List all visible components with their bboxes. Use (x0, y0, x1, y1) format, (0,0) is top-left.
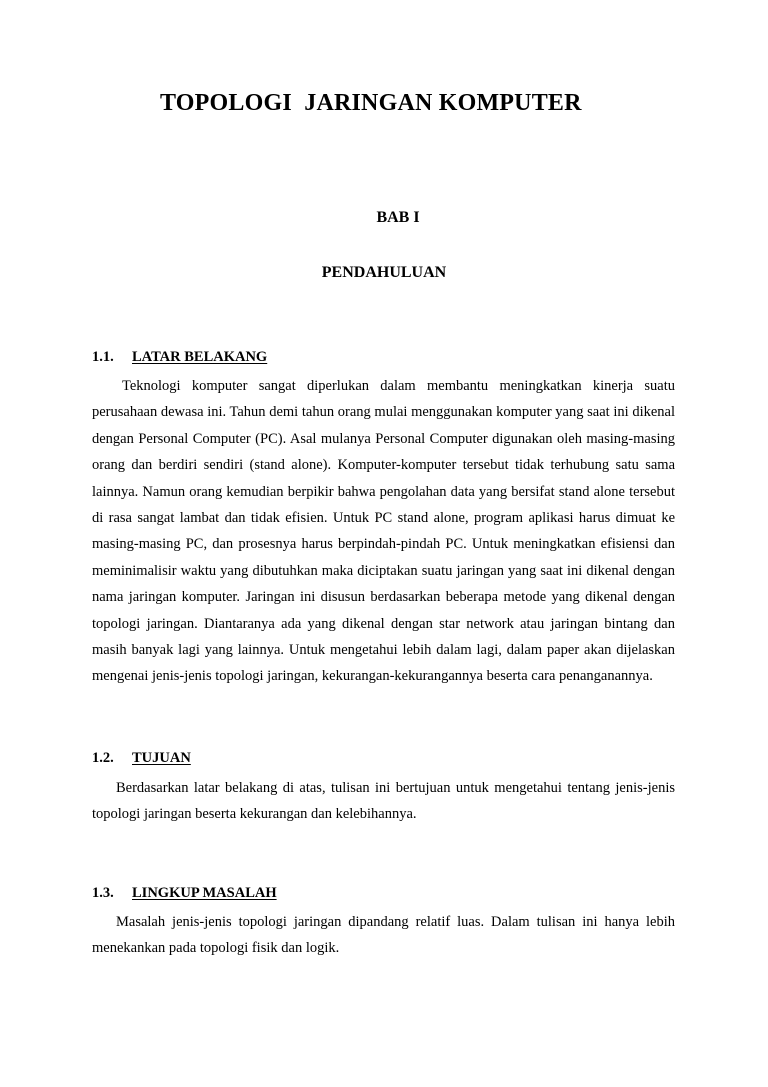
section-number: 1.3. (92, 885, 114, 901)
chapter-title-text: PENDAHULUAN (321, 264, 447, 281)
chapter-number (0, 209, 768, 227)
section-body-latar-belakang: Teknologi komputer sangat diperlukan dalam membantu meningkatkan kinerja suatu perusahaan dewasa ini. Tahun demi tahun orang mulai menggunakan komputer yang saat ini dikenal dengan Personal Computer (PC). Asal mulanya Personal Computer digunakan oleh masing-masing orang dan berdiri sendiri (stand alone). Komputer-komputer tersebut tidak terhubung satu sama lainnya. Namun orang kemudian berpikir bahwa pengolahan data yang bersifat stand alone tersebut di rasa sangat lambat dan tidak efisien. Untuk PC stand alone, program aplikasi harus dimuat ke masing-masing PC, dan prosesnya harus berpindah-pindah PC. Untuk meningkatkan efisiensi dan meminimalisir waktu yang dibutuhkan maka diciptakan suatu jaringan yang saat ini dikenal dengan nama jaringan komputer. Jaringan ini disusun berdasarkan beberapa metode yang dikenal dengan topologi jaringan. Diantaranya ada yang dikenal dengan star network atau jaringan bintang dan masih banyak lagi yang lainnya. Untuk mengetahui lebih dalam lagi, dalam paper akan dijelaskan mengenai jenis-jenis topologi jaringan, kekurangan-kekurangannya beserta cara penanganannya. (92, 378, 675, 685)
chapter-title (0, 264, 768, 282)
section-title: TUJUAN (132, 750, 191, 766)
section-heading-tujuan (92, 750, 191, 767)
section-heading-latar-belakang (92, 349, 267, 366)
document-title: TOPOLOGI JARINGAN KOMPUTER (160, 90, 582, 116)
section-heading-lingkup-masalah (92, 885, 277, 902)
chapter-number-text: BAB I (376, 209, 420, 226)
section-title: LINGKUP MASALAH (132, 885, 277, 901)
section-body-lingkup-masalah: Masalah jenis-jenis topologi jaringan dipandang relatif luas. Dalam tulisan ini hanya lebih menekankan pada topologi fisik dan logik. (92, 914, 675, 957)
section-body-tujuan: Berdasarkan latar belakang di atas, tulisan ini bertujuan untuk mengetahui tentang jenis-jenis topologi jaringan beserta kekurangan dan kelebihannya. (92, 780, 675, 823)
section-title: LATAR BELAKANG (132, 349, 268, 365)
section-number: 1.2. (92, 750, 114, 766)
section-number: 1.1. (92, 349, 114, 365)
